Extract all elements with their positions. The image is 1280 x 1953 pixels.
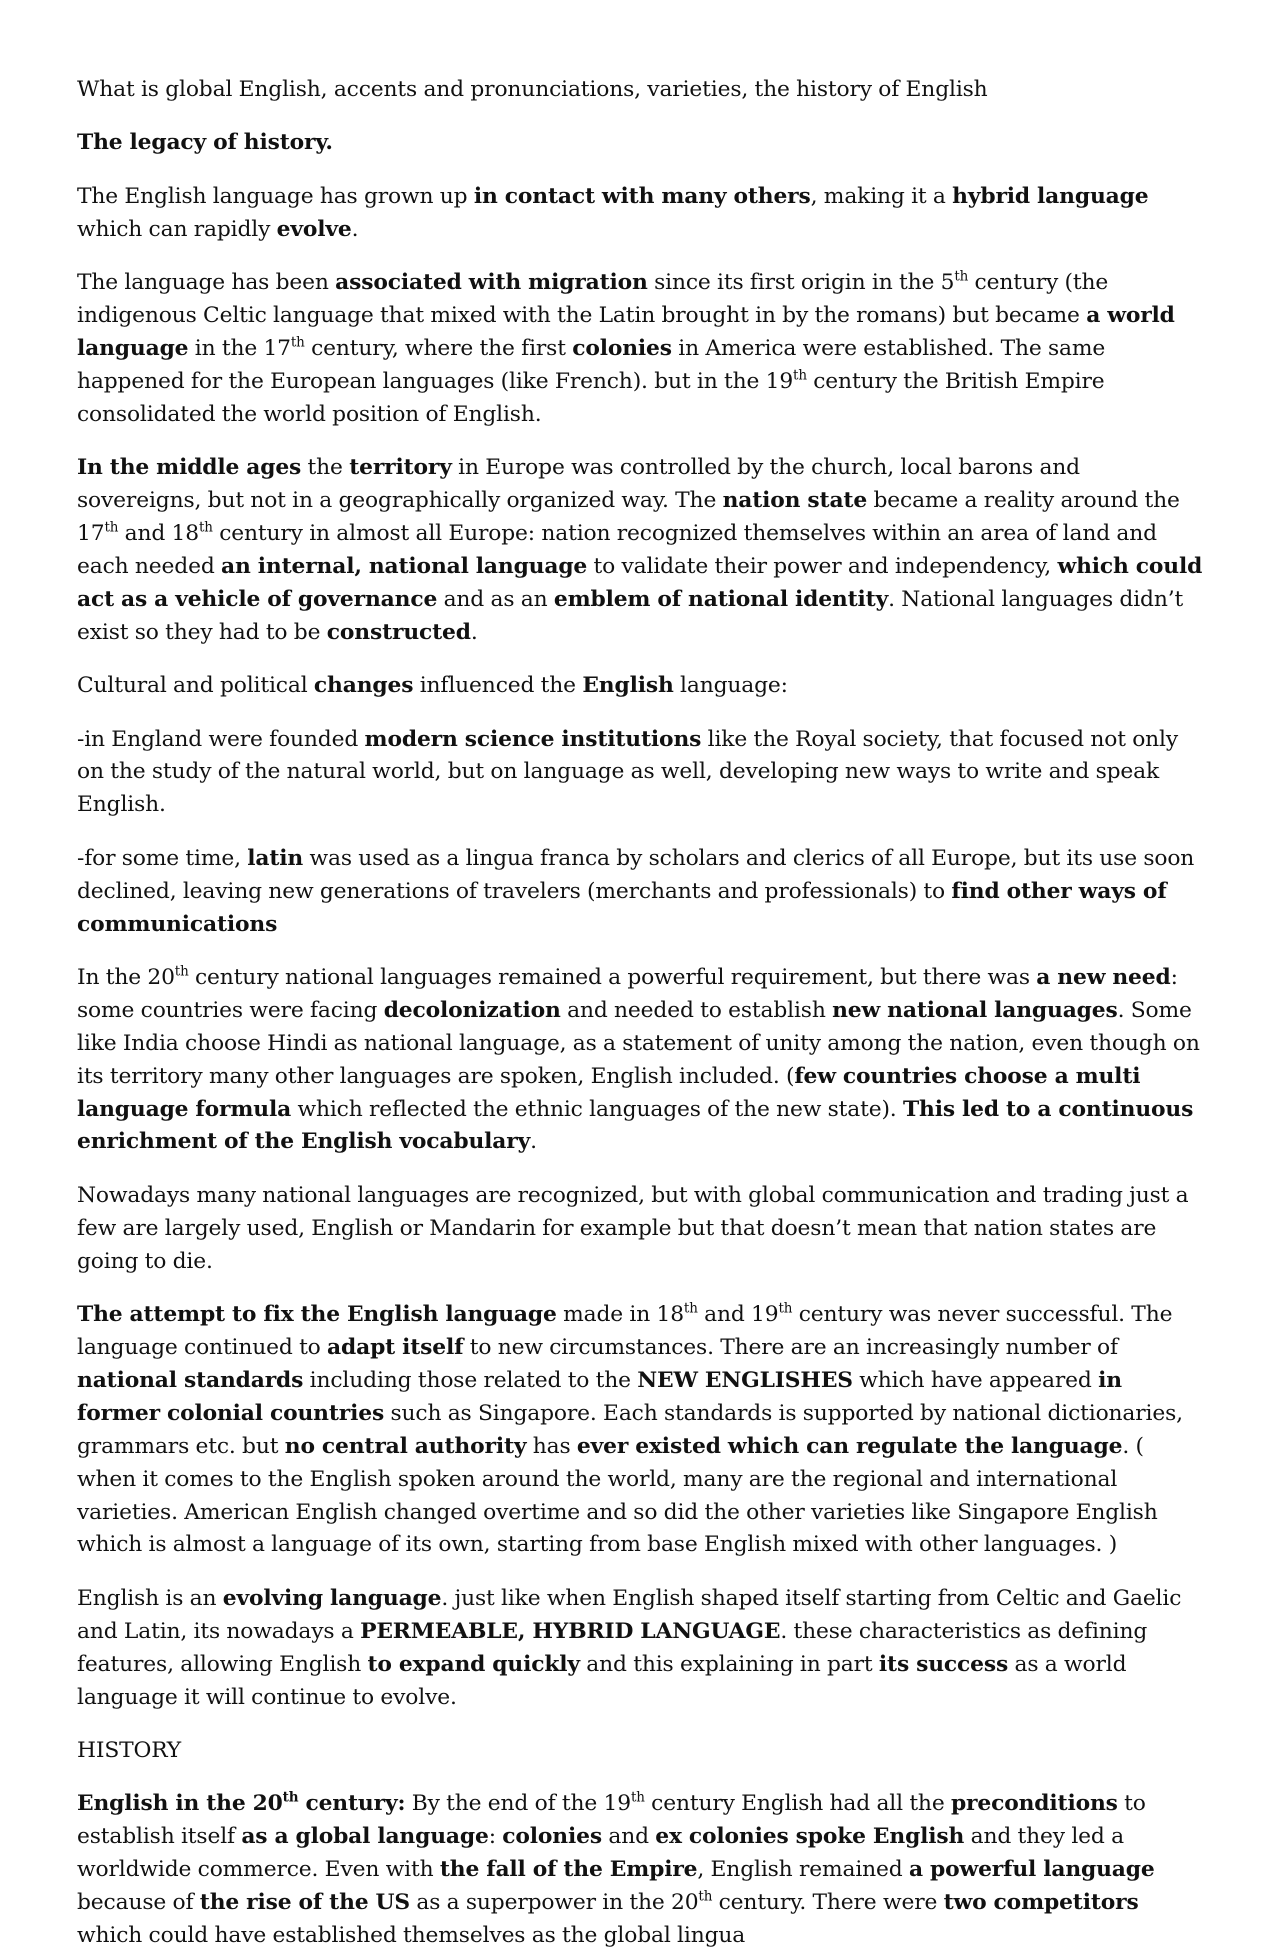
bold-text: which could act as a vehicle of governance: [77, 553, 1203, 612]
paragraph: [77, 962, 1207, 1159]
bold-text: an internal, national language: [221, 553, 588, 579]
text-run: , English remained: [697, 1857, 909, 1883]
bold-text: hybrid language: [952, 183, 1149, 209]
bold-text: century:: [298, 1791, 406, 1817]
text-run: : some countries were facing: [77, 964, 1178, 1023]
section-title: [77, 127, 1207, 160]
text-run: made in 18: [556, 1302, 684, 1328]
bold-text: English: [582, 673, 674, 699]
text-run: , making it a: [810, 183, 953, 209]
bold-text: a powerful language: [908, 1857, 1155, 1883]
superscript-text: th: [290, 334, 305, 351]
bold-text: a new need: [1036, 964, 1171, 990]
bold-text: latin: [247, 845, 304, 871]
superscript-text: th: [104, 519, 119, 536]
text-run: and: [601, 1824, 656, 1850]
text-run: century (the indigenous Celtic language that mixed with the Latin brought in by the romans) but became: [77, 270, 1109, 329]
bold-text: national standards: [77, 1367, 304, 1393]
bold-text: ex colonies spoke English: [655, 1824, 965, 1850]
history-heading: HISTORY: [77, 1737, 182, 1763]
document-body: [77, 74, 1207, 1953]
paragraph: [77, 670, 1207, 703]
bold-text: find other ways of communications: [77, 878, 1167, 937]
bold-text: territory: [349, 455, 452, 481]
text-run: century in almost all Europe: nation recognized themselves within an area of land and each needed: [77, 520, 1157, 579]
text-run: the: [301, 455, 350, 481]
paragraph: [77, 181, 1207, 247]
bold-text: changes: [313, 673, 414, 699]
text-run: in the 17: [188, 335, 291, 361]
text-run: The language has been: [77, 270, 336, 296]
text-run: to new circumstances. There are an increasingly number of: [463, 1335, 1118, 1360]
text-run: as a world language it will continue to evolve.: [77, 1651, 1127, 1710]
bold-text: adapt itself: [327, 1335, 464, 1360]
paragraph: [77, 1180, 1207, 1279]
bold-text: colonies: [502, 1824, 602, 1850]
bold-text: in former colonial countries: [77, 1367, 1122, 1426]
document-header-line: What is global English, accents and pronunciations, varieties, the history of English: [77, 77, 988, 102]
bold-text: colonies: [572, 335, 672, 361]
paragraph: [77, 452, 1207, 649]
text-run: because of: [77, 1890, 200, 1916]
text-run: became a reality around the 17: [77, 488, 1180, 546]
bold-text: no central authority: [284, 1433, 527, 1459]
text-run: .: [351, 216, 359, 242]
text-run: in America were established. The same happened for the European languages (like French). but in the 19: [77, 335, 1106, 394]
text-run: to establish itself: [77, 1791, 1146, 1850]
bold-text: the rise of the US: [199, 1890, 410, 1916]
text-run: .: [470, 619, 478, 645]
superscript-text: th: [793, 367, 807, 384]
bold-text: This led to a continuous enrichment of the English vocabulary: [77, 1096, 1194, 1155]
text-run: and needed to establish: [560, 997, 833, 1023]
text-run: in Europe was controlled by the church, local barons and sovereigns, but not in a geographically organized way. The: [77, 455, 1080, 514]
bold-text: in contact with many others: [473, 183, 811, 209]
superscript-text: th: [282, 1790, 299, 1806]
paragraph: [77, 1788, 1207, 1953]
text-run: language:: [673, 673, 788, 699]
bold-text: evolve: [276, 216, 352, 242]
bold-text: new national languages: [832, 997, 1118, 1023]
bold-text: preconditions: [950, 1791, 1118, 1817]
text-run: century national languages remained a powerful requirement, but there was: [188, 964, 1037, 990]
text-run: and 19: [697, 1302, 779, 1328]
bold-text: English in the 20: [77, 1791, 283, 1817]
superscript-text: th: [778, 1300, 793, 1317]
bold-text: PERMEABLE, HYBRID LANGUAGE: [360, 1618, 781, 1644]
list-paragraph: [77, 724, 1207, 823]
text-run: which could have established themselves as the global lingua: [77, 1923, 746, 1948]
text-run: . National languages didn’t exist so they had to be: [77, 586, 1184, 645]
text-run: influenced the: [413, 673, 583, 699]
bold-text: associated with migration: [335, 270, 648, 296]
text-run: :: [488, 1824, 503, 1850]
text-run: By the end of the 19: [405, 1791, 631, 1817]
bold-text: nation state: [722, 488, 868, 514]
superscript-text: th: [174, 963, 189, 980]
bold-text: NEW ENGLISHES: [637, 1367, 853, 1393]
text-run: which can rapidly: [77, 216, 277, 242]
bold-text: as a global language: [241, 1824, 489, 1850]
text-run: century. There were: [712, 1890, 944, 1916]
text-run: like the Royal society, that focused not only on the study of the natural world, but on language as well, developing new ways to write and speak English.: [77, 726, 1179, 818]
bold-text: evolving language: [222, 1585, 442, 1611]
paragraph: [77, 267, 1207, 432]
text-run: century was never successful. The language continued to: [77, 1302, 1173, 1360]
text-run: which have appeared: [852, 1367, 1099, 1393]
text-run: to validate their power and independency,: [587, 553, 1058, 579]
superscript-text: th: [698, 1888, 713, 1905]
text-run: The English language has grown up: [77, 183, 474, 209]
bold-text: a world language: [77, 303, 1175, 361]
text-run: . Some like India choose Hindi as national language, as a statement of unity among the nation, even though on its territory many other languages are spoken, English included. (: [77, 997, 1200, 1089]
superscript-text: th: [630, 1790, 645, 1806]
text-run: -in England were founded: [77, 726, 365, 752]
text-run: including those related to the: [303, 1367, 638, 1393]
text-run: has: [526, 1433, 577, 1459]
bold-text: decolonization: [383, 997, 561, 1023]
text-run: century English had all the: [644, 1791, 951, 1817]
superscript-text: th: [954, 268, 969, 285]
bold-text: The attempt to fix the English language: [77, 1302, 557, 1328]
text-run: and they led a worldwide commerce. Even with: [77, 1824, 1124, 1883]
text-run: since its first origin in the 5: [647, 270, 955, 296]
text-run: . these characteristics as defining features, allowing English: [77, 1618, 1148, 1677]
bold-text: emblem of national identity: [553, 586, 889, 612]
bold-text: ever existed which can regulate the language: [576, 1433, 1123, 1459]
text-run: . ( when it comes to the English spoken around the world, many are the regional and international varieties. American English changed overtime and so did the other varieties like Singapore English which is almost a language of its own, starting from base English mixed with other languages. ): [77, 1433, 1158, 1558]
text-run: .: [530, 1129, 537, 1155]
bold-text: two competitors: [943, 1890, 1139, 1916]
list-paragraph: [77, 843, 1207, 942]
text-run: Cultural and political: [77, 673, 314, 699]
text-run: century, where the first: [304, 335, 573, 361]
text-run: and this explaining in part: [579, 1651, 879, 1677]
text-run: which reflected the ethnic languages of the new state).: [291, 1096, 903, 1122]
text-run: and 18: [118, 520, 199, 546]
text-run: was used as a lingua franca by scholars and clerics of all Europe, but its use soon declined, leaving new generations of travelers (merchants and professionals) to: [77, 845, 1195, 904]
text-run: Nowadays many national languages are recognized, but with global communication and trading just a few are largely used, English or Mandarin for example but that doesn’t mean that nation states are going to die.: [77, 1182, 1189, 1274]
section-title-text: The legacy of history.: [77, 130, 333, 156]
text-run: century the British Empire consolidated the world position of English.: [77, 368, 1105, 427]
text-run: such as Singapore. Each standards is supported by national dictionaries, grammars etc. but: [77, 1400, 1183, 1459]
bold-text: the fall of the Empire: [439, 1857, 698, 1883]
bold-text: modern science institutions: [364, 726, 702, 752]
superscript-text: th: [199, 519, 213, 536]
text-run: and as an: [437, 586, 554, 612]
text-run: In the 20: [77, 964, 175, 990]
paragraph: [77, 1299, 1207, 1562]
bold-text: constructed: [326, 619, 471, 645]
bold-text: few countries choose a multi language formula: [77, 1063, 1141, 1122]
superscript-text: th: [683, 1300, 698, 1317]
paragraph: [77, 1583, 1207, 1715]
bold-text: In the middle ages: [77, 455, 302, 481]
bold-text: its success: [878, 1651, 1009, 1677]
bold-text: to expand quickly: [367, 1651, 580, 1677]
text-run: . just like when English shaped itself starting from Celtic and Gaelic and Latin, its nowadays a: [77, 1585, 1182, 1644]
text-run: -for some time,: [77, 845, 248, 871]
text-run: English is an: [77, 1585, 223, 1611]
text-run: as a superpower in the 20: [409, 1890, 699, 1916]
